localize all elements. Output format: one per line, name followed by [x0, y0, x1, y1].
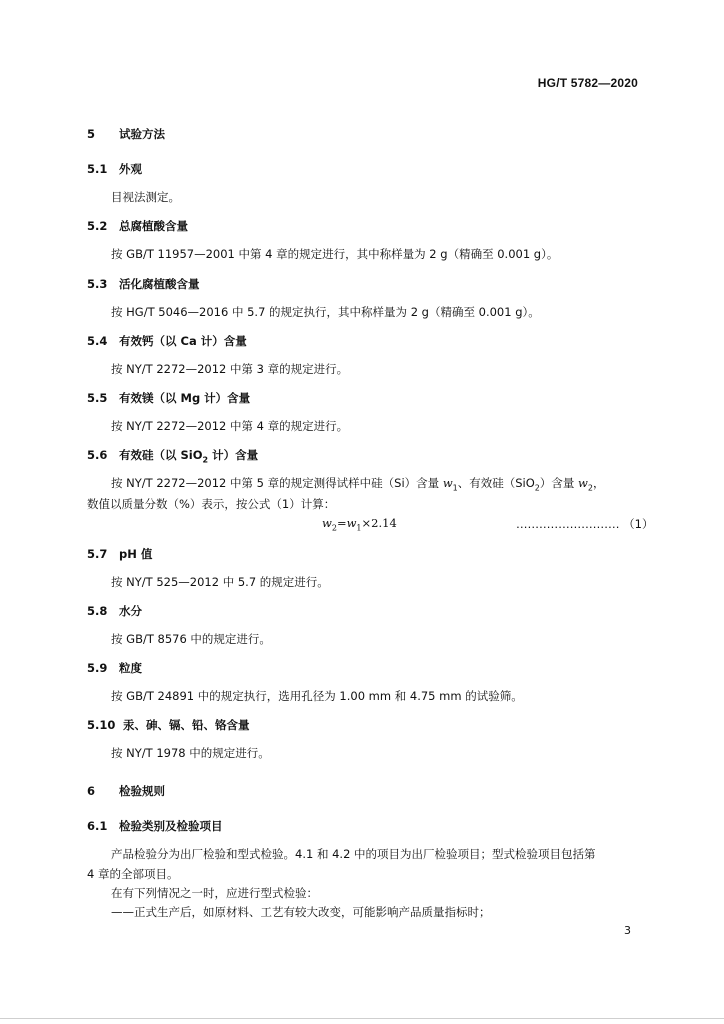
section-5-8-text: 按 GB/T 8576 中的规定进行。	[111, 632, 271, 646]
section-number: 5.1	[87, 162, 108, 176]
section-5-2-text: 按 GB/T 11957—2001 中第 4 章的规定进行，其中称样量为 2 g（精确至 0.001 g）。	[111, 247, 559, 261]
title-part: 有效硅（以 SiO	[119, 448, 203, 462]
section-number: 5.9	[87, 661, 108, 675]
formula-label: （1）	[623, 517, 654, 531]
section-5-4-heading	[87, 333, 247, 349]
section-number: 5.3	[87, 277, 108, 291]
text-part: ，	[592, 476, 605, 490]
section-6-1-line-1: 产品检验分为出厂检验和型式检验。4.1 和 4.2 中的项目为出厂检验项目；型式检验项目包括第	[111, 847, 596, 861]
section-title: 水分	[119, 604, 142, 618]
variable: w	[442, 476, 453, 490]
section-number: 5.4	[87, 334, 108, 348]
section-5-9-heading	[87, 660, 142, 676]
section-5-5-heading	[87, 390, 250, 406]
equals-sign: =	[336, 516, 347, 530]
section-number: 5.5	[87, 391, 108, 405]
section-title: 汞、砷、镉、铅、铬含量	[123, 718, 250, 732]
section-5-9-text: 按 GB/T 24891 中的规定执行，选用孔径为 1.00 mm 和 4.75 mm 的试验筛。	[111, 689, 523, 703]
section-6-1-heading	[87, 818, 223, 834]
section-5-6-heading	[87, 447, 258, 464]
subscript: 1	[452, 483, 458, 493]
subscript: 2	[202, 455, 209, 465]
section-5-6-text-line-1	[111, 475, 604, 492]
section-5-5-text: 按 NY/T 2272—2012 中第 4 章的规定进行。	[111, 419, 349, 433]
section-number: 6	[87, 784, 96, 798]
section-5-3-heading	[87, 276, 200, 292]
subscript: 2	[587, 483, 593, 493]
section-number: 5	[87, 127, 96, 141]
subscript: 1	[356, 523, 362, 533]
section-5-6-text-line-2: 数值以质量分数（%）表示，按公式（1）计算：	[87, 497, 336, 511]
section-title: 试验方法	[119, 127, 165, 141]
section-5-2-heading	[87, 218, 188, 234]
section-5-1-text: 目视法测定。	[111, 190, 180, 204]
section-5-8-heading	[87, 603, 142, 619]
variable: w	[346, 516, 357, 530]
section-title: 有效钙（以 Ca 计）含量	[119, 334, 247, 348]
section-5-10-text: 按 NY/T 1978 中的规定进行。	[111, 746, 270, 760]
standard-code: HG/T 5782—2020	[537, 76, 638, 90]
leader-dots: ………………………	[516, 517, 620, 531]
subscript: 2	[534, 483, 540, 493]
section-title: 检验类别及检验项目	[119, 819, 223, 833]
section-title: 有效镁（以 Mg 计）含量	[119, 391, 251, 405]
section-title: pH 值	[119, 547, 153, 561]
variable: w	[322, 516, 332, 530]
page-number: 3	[624, 924, 631, 937]
formula-number	[516, 516, 653, 532]
formula-1	[322, 516, 397, 532]
section-number: 5.8	[87, 604, 108, 618]
page-bottom-divider	[0, 1018, 724, 1019]
subscript: 2	[331, 523, 337, 533]
section-title: 活化腐植酸含量	[119, 277, 200, 291]
section-5-4-text: 按 NY/T 2272—2012 中第 3 章的规定进行。	[111, 362, 349, 376]
section-title: 总腐植酸含量	[119, 219, 188, 233]
formula-rest: ×2.14	[361, 516, 397, 530]
section-title: 检验规则	[119, 784, 165, 798]
section-5-7-text: 按 NY/T 525—2012 中 5.7 的规定进行。	[111, 575, 329, 589]
section-number: 6.1	[87, 819, 108, 833]
section-number: 5.6	[87, 448, 108, 462]
section-5-3-text: 按 HG/T 5046—2016 中 5.7 的规定执行，其中称样量为 2 g（精确至 0.001 g）。	[111, 305, 540, 319]
section-6-1-line-3: 在有下列情况之一时，应进行型式检验：	[111, 886, 318, 900]
variable: w	[578, 476, 588, 490]
section-5-10-heading	[87, 717, 250, 733]
section-title: 粒度	[119, 661, 142, 675]
text-part: ）含量	[539, 476, 579, 490]
section-6-1-line-2: 4 章的全部项目。	[87, 867, 179, 881]
section-5-heading	[87, 126, 165, 142]
section-5-7-heading	[87, 546, 152, 562]
section-number: 5.10	[87, 718, 116, 732]
section-title: 外观	[119, 162, 142, 176]
section-number: 5.7	[87, 547, 108, 561]
section-5-1-heading	[87, 161, 142, 177]
title-part: 计）含量	[208, 448, 259, 462]
section-title	[119, 448, 259, 465]
text-part: 按 NY/T 2272—2012 中第 5 章的规定测得试样中硅（Si）含量	[111, 476, 443, 490]
section-6-1-line-4: ——正式生产后，如原材料、工艺有较大改变，可能影响产品质量指标时；	[111, 905, 491, 919]
text-part: 、有效硅（SiO	[457, 476, 535, 490]
section-6-heading	[87, 783, 165, 799]
section-number: 5.2	[87, 219, 108, 233]
